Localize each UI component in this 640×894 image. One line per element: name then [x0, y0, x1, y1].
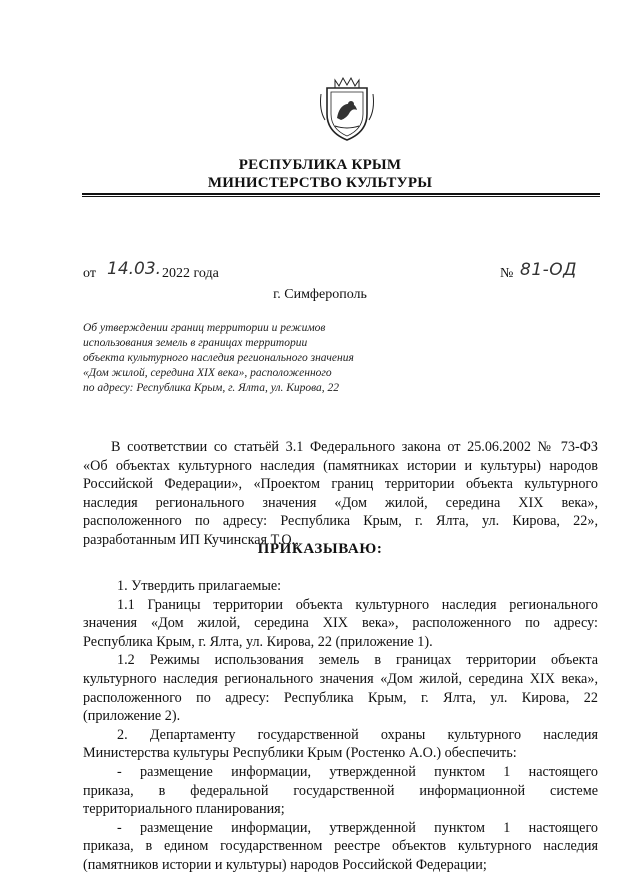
text-line: (приложение 2). — [83, 708, 181, 725]
order-items — [83, 577, 598, 875]
handwritten-number: 81-ОД — [520, 260, 577, 280]
city: г. Симферополь — [273, 287, 367, 302]
text-line: 1.1 Границы территории объекта культурного наследия регионального — [117, 596, 598, 613]
text-line: 2. Департаменту государственной охраны культурного наследия — [117, 726, 598, 743]
text-line: культурного наследия регионального значения «Дом жилой, середина XIX века», — [83, 670, 598, 687]
text-line: территориального планирования; — [83, 801, 285, 818]
text-line: приказа, в едином государственном реестре объектов культурного наследия — [83, 838, 598, 855]
text-line: расположенного по адресу: Республика Крым, г. Ялта, ул. Кирова, 22», — [83, 513, 598, 530]
text-line: значения «Дом жилой, середина XIX века», расположенного по адресу: — [83, 615, 598, 632]
header-republic: РЕСПУБЛИКА КРЫМ — [238, 157, 402, 173]
subject-line: Об утверждении границ территории и режимов — [83, 322, 326, 334]
date-year: 2022 года — [162, 266, 219, 281]
header-ministry: МИНИСТЕРСТВО КУЛЬТУРЫ — [207, 175, 433, 191]
subject-line: по адресу: Республика Крым, г. Ялта, ул. Кирова, 22 — [83, 382, 340, 394]
subject-line: использования земель в границах территории — [83, 337, 308, 349]
preamble-paragraph — [83, 438, 598, 550]
header-rule-thick — [82, 193, 600, 195]
text-line: наследия регионального значения «Дом жилой, середина XIX века», — [83, 494, 598, 511]
text-line: В соответствии со статьёй 3.1 Федерального закона от 25.06.2002 № 73-ФЗ — [111, 439, 598, 455]
crimea-coat-of-arms-icon — [317, 74, 377, 142]
number-label: № — [500, 266, 514, 281]
order-heading: ПРИКАЗЫВАЮ: — [257, 541, 383, 557]
text-line: (памятников истории и культуры) народов Российской Федерации; — [83, 856, 487, 873]
text-line: - размещение информации, утвержденной пунктом 1 настоящего — [117, 819, 598, 836]
text-line: «Об объектах культурного наследия (памятниках истории и культуры) народов — [83, 457, 598, 474]
order-subject — [83, 321, 383, 396]
text-line: Министерства культуры Республики Крым (Ростенко А.О.) обеспечить: — [83, 745, 517, 762]
text-line: - размещение информации, утвержденной пунктом 1 настоящего — [117, 763, 598, 780]
text-line: Российской Федерации», «Проектом границ территории объекта культурного — [83, 476, 598, 493]
text-line: 1.2 Режимы использования земель в границах территории объекта — [117, 652, 598, 669]
text-line: расположенного по адресу: Республика Крым, г. Ялта, ул. Кирова, 22 — [83, 689, 598, 706]
handwritten-date: 14.03. — [107, 259, 162, 279]
subject-line: «Дом жилой, середина XIX века», расположенного — [83, 367, 332, 379]
header-rule-thin — [82, 196, 600, 197]
subject-line: объекта культурного наследия регионального значения — [83, 352, 354, 364]
text-line: 1. Утвердить прилагаемые: — [117, 578, 282, 594]
date-from-label: от — [83, 266, 96, 281]
text-line: приказа, в федеральной государственной информационной системе — [83, 782, 598, 799]
text-line: Республика Крым, г. Ялта, ул. Кирова, 22 (приложение 1). — [83, 633, 433, 650]
text-line: разработанным ИП Кучинская Т.О., — [83, 531, 299, 548]
